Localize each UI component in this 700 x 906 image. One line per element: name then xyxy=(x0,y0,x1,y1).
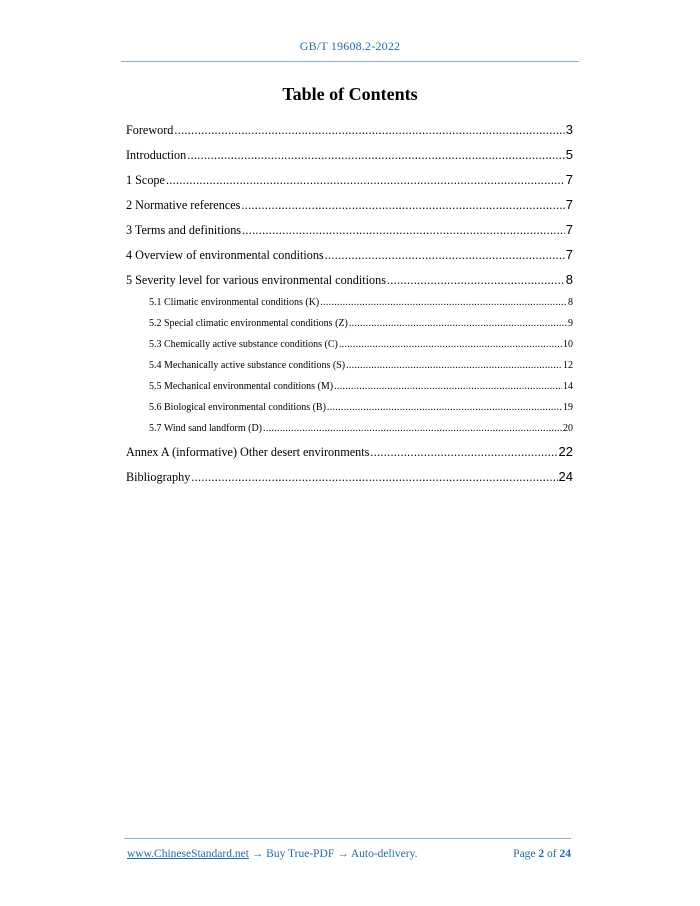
footer-promo-text: → Buy True-PDF → Auto-delivery. xyxy=(248,848,418,860)
toc-entry-5-1[interactable] xyxy=(126,292,573,313)
toc-entry-page: 10 xyxy=(563,339,573,350)
toc-entry-page: 8 xyxy=(565,272,573,287)
toc-entry-label: 4 Overview of environmental conditions xyxy=(126,248,324,262)
toc-entry-5-7[interactable] xyxy=(126,418,573,439)
toc-entry-label: Annex A (informative) Other desert environments xyxy=(126,445,370,459)
toc-entry-label: 3 Terms and definitions xyxy=(126,223,242,237)
toc-leader-dots xyxy=(334,376,562,397)
toc-entry-page: 22 xyxy=(558,444,573,459)
toc-entry-page: 7 xyxy=(565,222,573,237)
toc-entry-annex-a[interactable] xyxy=(126,439,573,464)
toc-entry-page: 7 xyxy=(565,247,573,262)
toc-entry-scope[interactable] xyxy=(126,167,573,192)
total-pages-number: 24 xyxy=(559,848,571,860)
toc-entry-page: 7 xyxy=(565,197,573,212)
toc-entry-page: 12 xyxy=(563,360,573,371)
toc-entry-label: 5.4 Mechanically active substance conditions (S) xyxy=(149,360,346,371)
toc-entry-page: 20 xyxy=(563,423,573,434)
toc-leader-dots xyxy=(387,268,565,293)
toc-leader-dots xyxy=(325,243,565,268)
toc-leader-dots xyxy=(327,397,562,418)
toc-entry-introduction[interactable] xyxy=(126,142,573,167)
toc-leader-dots xyxy=(187,143,565,168)
toc-entry-5-5[interactable] xyxy=(126,376,573,397)
header-divider xyxy=(121,61,579,62)
toc-entry-label: 1 Scope xyxy=(126,173,165,187)
toc-entry-label: Foreword xyxy=(126,123,174,137)
toc-leader-dots xyxy=(339,334,562,355)
toc-entry-5-2[interactable] xyxy=(126,313,573,334)
toc-entry-page: 5 xyxy=(565,147,573,162)
of-word: of xyxy=(547,848,557,860)
toc-entry-page: 9 xyxy=(568,318,573,329)
toc-entry-5-3[interactable] xyxy=(126,334,573,355)
toc-entry-label: 5.7 Wind sand landform (D) xyxy=(149,423,263,434)
header-standard-number: GB/T 19608.2-2022 xyxy=(299,39,401,53)
toc-entry-page: 3 xyxy=(565,122,573,137)
toc-leader-dots xyxy=(166,168,565,193)
toc-leader-dots xyxy=(346,355,562,376)
toc-entry-foreword[interactable] xyxy=(126,117,573,142)
page-indicator xyxy=(513,848,571,860)
toc-entry-page: 14 xyxy=(563,381,573,392)
toc-leader-dots xyxy=(241,193,564,218)
toc-leader-dots xyxy=(263,418,562,439)
toc-leader-dots xyxy=(191,465,557,490)
table-of-contents xyxy=(126,117,573,489)
toc-entry-label: Introduction xyxy=(126,148,187,162)
toc-leader-dots xyxy=(320,292,567,313)
toc-entry-normative-references[interactable] xyxy=(126,192,573,217)
toc-entry-page: 8 xyxy=(568,297,573,308)
toc-entry-severity-level[interactable] xyxy=(126,267,573,292)
toc-entry-label: 5.1 Climatic environmental conditions (K) xyxy=(149,297,320,308)
toc-entry-5-6[interactable] xyxy=(126,397,573,418)
toc-leader-dots xyxy=(174,118,564,143)
footer-divider xyxy=(124,838,571,839)
toc-leader-dots xyxy=(370,440,557,465)
page-word: Page xyxy=(513,848,536,860)
current-page-number: 2 xyxy=(538,848,545,860)
footer-promo xyxy=(127,848,417,860)
toc-entry-page: 19 xyxy=(563,402,573,413)
toc-entry-label: 2 Normative references xyxy=(126,198,241,212)
toc-entry-overview[interactable] xyxy=(126,242,573,267)
toc-leader-dots xyxy=(349,313,567,334)
toc-entry-label: Bibliography xyxy=(126,470,191,484)
toc-entry-label: 5 Severity level for various environmental conditions xyxy=(126,273,386,287)
toc-entry-page: 24 xyxy=(558,469,573,484)
toc-entry-bibliography[interactable] xyxy=(126,464,573,489)
toc-entry-page: 7 xyxy=(565,172,573,187)
toc-leader-dots xyxy=(242,218,565,243)
toc-entry-label: 5.2 Special climatic environmental conditions (Z) xyxy=(149,318,348,329)
page-footer xyxy=(127,848,571,864)
toc-entry-label: 5.5 Mechanical environmental conditions (M) xyxy=(149,381,334,392)
footer-site-link[interactable]: www.ChineseStandard.net xyxy=(127,848,249,860)
toc-entry-label: 5.6 Biological environmental conditions (B) xyxy=(149,402,326,413)
toc-entry-terms-definitions[interactable] xyxy=(126,217,573,242)
toc-entry-label: 5.3 Chemically active substance conditions (C) xyxy=(149,339,338,350)
toc-title: Table of Contents xyxy=(282,84,418,104)
toc-entry-5-4[interactable] xyxy=(126,355,573,376)
